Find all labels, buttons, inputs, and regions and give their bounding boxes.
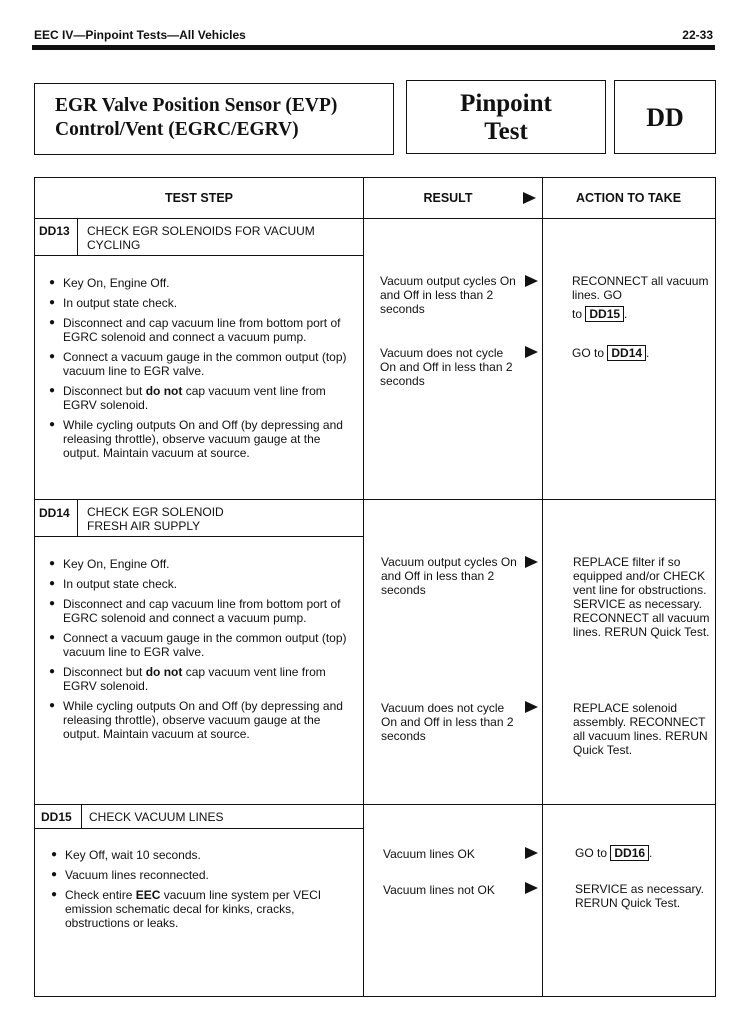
header-rule [32, 45, 715, 50]
step-procedure-list [49, 276, 359, 466]
step-procedure-list [51, 848, 361, 936]
result-arrow-icon [525, 275, 538, 287]
column-header-test-step: TEST STEP [164, 191, 234, 205]
result-text: Vacuum does not cycle On and Off in less than 2 seconds [380, 346, 513, 388]
step-separator [35, 804, 715, 805]
step-separator [35, 499, 715, 500]
action-text: REPLACE filter if so equipped and/or CHECK vent line for obstructions. SERVICE as necessary. RECONNECT all vacuum lines. RERUN Quick Test. [573, 555, 710, 639]
pinpoint-table [34, 177, 716, 997]
column-header-action: ACTION TO TAKE [575, 191, 682, 205]
procedure-item: ● In output state check. [49, 577, 359, 591]
procedure-item: ● Vacuum lines reconnected. [51, 868, 361, 882]
result-text: Vacuum output cycles On and Off in less than 2 seconds [380, 274, 516, 316]
procedure-item: ● Connect a vacuum gauge in the common output (top) vacuum line to EGR valve. [49, 350, 359, 378]
column-divider [363, 178, 364, 996]
emphasis: EEC [135, 888, 161, 902]
action-text: SERVICE as necessary. RERUN Quick Test. [575, 882, 704, 910]
column-divider [542, 178, 543, 996]
result-arrow-icon [525, 556, 538, 568]
result-arrow-icon [525, 882, 538, 894]
step-id: DD14 [39, 506, 70, 520]
emphasis: do not [145, 665, 183, 679]
action-text: REPLACE solenoid assembly. RECONNECT all vacuum lines. RERUN Quick Test. [573, 701, 708, 757]
step-title: CHECK EGR SOLENOIDS FOR VACUUM CYCLING [87, 224, 315, 252]
step-title: CHECK VACUUM LINES [89, 810, 224, 824]
step-title-rule [35, 828, 363, 829]
procedure-item: ● While cycling outputs On and Off (by depressing and releasing throttle), observe vacuum gauge at the output. Maintain vacuum at source. [49, 418, 359, 460]
page-header-title: EEC IV—Pinpoint Tests—All Vehicles [34, 28, 246, 42]
pinpoint-line1: Pinpoint [460, 90, 552, 117]
test-title-line1: EGR Valve Position Sensor (EVP) [55, 95, 338, 116]
procedure-item: ● While cycling outputs On and Off (by depressing and releasing throttle), observe vacuum gauge at the output. Maintain vacuum at source. [49, 699, 359, 741]
step-title-rule [35, 255, 363, 256]
result-text: Vacuum output cycles On and Off in less than 2 seconds [381, 555, 517, 597]
step-reference-link[interactable]: DD14 [607, 345, 646, 361]
step-procedure-list [49, 557, 359, 747]
step-id: DD15 [41, 810, 72, 824]
pinpoint-line2: Test [484, 118, 528, 145]
result-text: Vacuum lines OK [383, 847, 475, 861]
procedure-item: ● Connect a vacuum gauge in the common output (top) vacuum line to EGR valve. [49, 631, 359, 659]
emphasis: do not [145, 384, 183, 398]
test-code-box: DD [614, 80, 716, 154]
procedure-item: ● Disconnect and cap vacuum line from bottom port of EGRC solenoid and connect a vacuum pump. [49, 316, 359, 344]
test-title-box [34, 83, 394, 155]
page-number: 22-33 [682, 28, 713, 42]
step-title-rule [35, 536, 363, 537]
step-reference-link[interactable]: DD16 [610, 845, 649, 861]
procedure-item: ● Disconnect but do not cap vacuum vent line from EGRV solenoid. [49, 384, 359, 412]
action-text: RECONNECT all vacuum lines. GO to DD15 . [572, 274, 709, 321]
procedure-item: ● Key On, Engine Off. [49, 276, 359, 290]
pinpoint-test-box [406, 80, 606, 154]
procedure-item: ● Disconnect and cap vacuum line from bottom port of EGRC solenoid and connect a vacuum pump. [49, 597, 359, 625]
step-title: CHECK EGR SOLENOID FRESH AIR SUPPLY [87, 505, 224, 533]
procedure-item: ● Check entire EEC vacuum line system per VECI emission schematic decal for kinks, cracks, obstructions or leaks. [51, 888, 361, 930]
step-reference-link[interactable]: DD15 [585, 306, 624, 322]
result-arrow-icon [525, 847, 538, 859]
procedure-item: ● Key Off, wait 10 seconds. [51, 848, 361, 862]
procedure-item: ● In output state check. [49, 296, 359, 310]
result-arrow-icon [523, 192, 536, 204]
header-row-rule [35, 218, 715, 219]
action-text: GO to DD16 . [575, 846, 653, 860]
column-header-result: RESULT [423, 191, 473, 205]
result-text: Vacuum does not cycle On and Off in less than 2 seconds [381, 701, 514, 743]
action-text: GO to DD14 . [572, 346, 650, 360]
procedure-item: ● Disconnect but do not cap vacuum vent line from EGRV solenoid. [49, 665, 359, 693]
step-id: DD13 [39, 224, 70, 238]
result-arrow-icon [525, 346, 538, 358]
test-title-line2: Control/Vent (EGRC/EGRV) [55, 119, 299, 140]
result-arrow-icon [525, 701, 538, 713]
procedure-item: ● Key On, Engine Off. [49, 557, 359, 571]
result-text: Vacuum lines not OK [383, 883, 495, 897]
